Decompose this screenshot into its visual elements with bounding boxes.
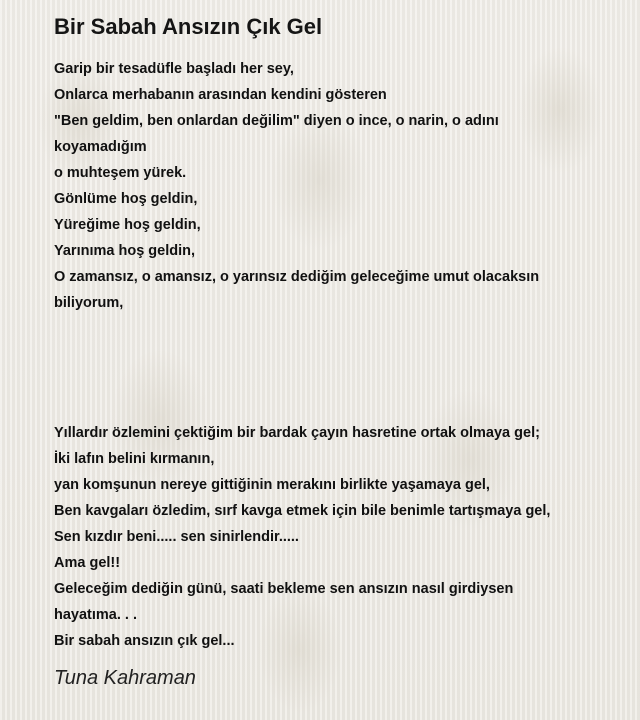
poem-line: Bir sabah ansızın çık gel... bbox=[54, 633, 235, 649]
poem-body bbox=[54, 56, 614, 654]
poem-line: Geleceğim dediğin günü, saati bekleme sen ansızın nasıl girdiysen bbox=[54, 581, 514, 597]
stanza-2 bbox=[54, 420, 614, 654]
poem-line: Sen kızdır beni..... sen sinirlendir..... bbox=[54, 529, 299, 545]
poem-title: Bir Sabah Ansızın Çık Gel bbox=[54, 14, 323, 39]
poem-line: Gönlüme hoş geldin, bbox=[54, 191, 198, 207]
poem-line: yan komşunun nereye gittiğinin merakını birlikte yaşamaya gel, bbox=[54, 477, 490, 493]
poem-container bbox=[54, 12, 614, 692]
poem-line: Garip bir tesadüfle başladı her sey, bbox=[54, 61, 294, 77]
poem-line: Yıllardır özlemini çektiğim bir bardak çayın hasretine ortak olmaya gel; bbox=[54, 425, 540, 441]
stanza-1 bbox=[54, 56, 614, 316]
poem-line: o muhteşem yürek. bbox=[54, 165, 187, 181]
poem-author: Tuna Kahraman bbox=[54, 667, 196, 689]
poem-line: O zamansız, o amansız, o yarınsız dediğim geleceğime umut olacaksın bbox=[54, 269, 540, 285]
poem-line: Yarınıma hoş geldin, bbox=[54, 243, 196, 259]
poem-line: Onlarca merhabanın arasından kendini gösteren bbox=[54, 87, 387, 103]
poem-line: biliyorum, bbox=[54, 295, 124, 311]
poem-line: Yüreğime hoş geldin, bbox=[54, 217, 201, 233]
poem-line: koyamadığım bbox=[54, 139, 147, 155]
poem-line: Ben kavgaları özledim, sırf kavga etmek için bile benimle tartışmaya gel, bbox=[54, 503, 551, 519]
poem-line: Ama gel!! bbox=[54, 555, 121, 571]
poem-line: "Ben geldim, ben onlardan değilim" diyen o ince, o narin, o adını bbox=[54, 113, 499, 129]
poem-line: İki lafın belini kırmanın, bbox=[54, 451, 215, 467]
poem-line: hayatıma. . . bbox=[54, 607, 138, 623]
